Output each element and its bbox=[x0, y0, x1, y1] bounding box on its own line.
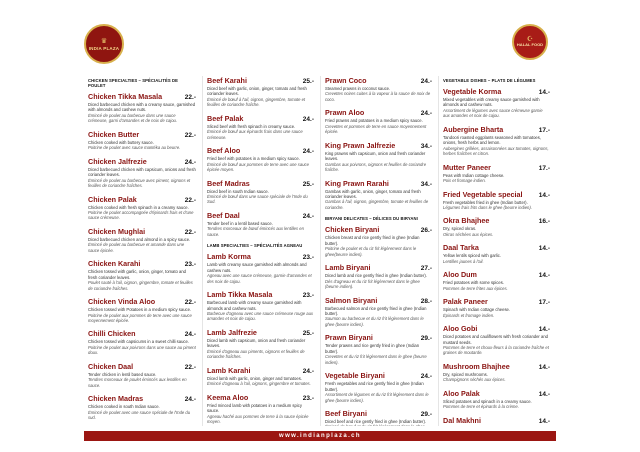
menu-item-header bbox=[207, 252, 314, 261]
menu-item-header bbox=[207, 290, 314, 299]
menu-item-header bbox=[207, 146, 314, 155]
section-heading: BIRYANI DELICATES – DÉLICES DU BIRYANI bbox=[325, 216, 418, 222]
menu-item-header bbox=[443, 324, 550, 333]
dish-price: 17.- bbox=[538, 164, 550, 172]
menu-item bbox=[207, 290, 314, 322]
dish-description-en: Chicken cooked with fresh spinach in a creamy sauce. bbox=[88, 204, 189, 210]
dish-name: Chicken Vinda Aloo bbox=[88, 297, 156, 307]
menu-item bbox=[443, 125, 550, 157]
dish-description-en: Diced beef with garlic, onion, ginger, tomato and fresh coriander leaves. bbox=[207, 86, 307, 97]
dish-description-en: Tender chicken in lentil based sauce. bbox=[88, 371, 157, 377]
menu-item bbox=[443, 216, 550, 237]
menu-header bbox=[0, 0, 640, 75]
menu-item bbox=[325, 76, 432, 102]
dish-description-en: Diced potatoes and cauliflowers with fresh coriander and mustard seeds. bbox=[443, 334, 548, 345]
dish-description-fr: Crevettes et du riz frit légèrement dans le ghee (beurre indien). bbox=[325, 354, 427, 365]
dish-price: 17.- bbox=[538, 299, 550, 307]
dish-description-en: Sliced potatoes and spinach in a creamy sauce. bbox=[443, 398, 532, 404]
dish-name: Chicken Madras bbox=[88, 394, 144, 404]
menu-item bbox=[443, 270, 550, 291]
menu-item-header bbox=[443, 362, 550, 371]
dish-description-fr: Saumon au barbecue et du riz frit légèrement dans le ghee (beurre indien). bbox=[325, 316, 424, 327]
seal-text: HALAL FOOD bbox=[516, 42, 544, 48]
menu-item bbox=[443, 324, 550, 356]
dish-description-fr: Crevettes et pommes de terre en sauce moyennement épicée. bbox=[325, 123, 427, 135]
dish-price: 29.- bbox=[420, 335, 432, 343]
menu-item-header bbox=[325, 333, 432, 342]
menu-column bbox=[202, 76, 320, 426]
dish-price: 14.- bbox=[538, 363, 550, 371]
dish-price: 26.- bbox=[420, 227, 432, 235]
dish-price: 29.- bbox=[420, 410, 432, 418]
dish-name: Chicken Palak bbox=[88, 194, 137, 204]
dish-name: Daal Tarka bbox=[443, 243, 479, 253]
dish-description-fr: Épinards et fromage indien. bbox=[443, 312, 495, 318]
menu-item-header bbox=[325, 409, 432, 418]
menu-item bbox=[207, 211, 314, 237]
dish-name: Aloo Palak bbox=[443, 388, 480, 398]
menu-item-header bbox=[207, 211, 314, 220]
dish-name: Aloo Gobi bbox=[443, 324, 478, 334]
section-heading: CHICKEN SPECIALTIES – SPÉCIALITÉS DE POULET bbox=[88, 78, 179, 88]
menu-item bbox=[207, 114, 314, 140]
dish-price: 22.- bbox=[184, 196, 196, 204]
dish-name: Mutter Paneer bbox=[443, 162, 491, 172]
dish-price: 24.- bbox=[302, 367, 314, 375]
dish-name: Mushroom Bhajhee bbox=[443, 361, 510, 371]
dish-description-en: Barbecued salmon and rice gently fried in ghee (Indian butter). bbox=[325, 305, 427, 316]
menu-item bbox=[88, 259, 196, 291]
menu-item bbox=[443, 190, 550, 211]
dish-description-fr: Pois et fromage indien. bbox=[443, 178, 486, 184]
dish-description-en: Mixed vegetables with creamy sauce garnished with almonds and cashew nuts. bbox=[443, 97, 540, 108]
dish-name: King Prawn Jalfrezie bbox=[325, 140, 396, 150]
dish-description-fr: Émincé de poulet au barbecue avec piment, oignons et feuilles de coriandre fraîches. bbox=[88, 177, 191, 189]
dish-description-fr: Agneau avec une sauce crémeuse, garnie d'amandes et des noix de cajou. bbox=[207, 273, 312, 284]
dish-price: 14.- bbox=[538, 326, 550, 334]
dish-description-en: Fried potatoes with some spices. bbox=[443, 280, 504, 286]
dish-description-en: Tender prawns and rice gently fried in ghee (Indian butter). bbox=[325, 343, 420, 354]
footer-bar bbox=[84, 431, 556, 441]
dish-description-fr: Émincé de bœuf à l'ail, oignon, gingembre, tomate et feuilles de coriandre fraîche. bbox=[207, 96, 306, 108]
dish-description-fr: Émincé de poulet avec une sauce spéciale de l'Inde du sud. bbox=[88, 409, 191, 421]
menu-item-header bbox=[325, 108, 432, 117]
menu-item-header bbox=[443, 216, 550, 225]
dish-price: 16.- bbox=[538, 218, 550, 226]
menu-item bbox=[207, 366, 314, 387]
dish-name: Beef Madras bbox=[207, 178, 250, 188]
dish-price: 14.- bbox=[538, 245, 550, 253]
menu-item-header bbox=[325, 371, 432, 380]
menu-item-header bbox=[325, 225, 432, 234]
menu-item bbox=[325, 179, 432, 211]
dish-description-en: Fried beef with potatoes in a medium spicy sauce. bbox=[207, 156, 300, 162]
dish-price: 25.- bbox=[302, 180, 314, 188]
menu-item bbox=[325, 108, 432, 134]
crown-icon: ♛ bbox=[100, 36, 108, 45]
dish-price: 23.- bbox=[302, 292, 314, 300]
dish-price: 24.- bbox=[302, 212, 314, 220]
menu-item bbox=[207, 393, 314, 425]
dish-name: Palak Paneer bbox=[443, 297, 488, 307]
dish-description-fr: Poitrine de poulet aux pommes de terre avec une sauce moyennement épicée. bbox=[88, 312, 192, 323]
dish-description-fr: Émincé d'agneau à l'ail, oignons, gingembre et tomates. bbox=[207, 381, 311, 387]
dish-name: Chilli Chicken bbox=[88, 329, 136, 339]
dish-price: 24.- bbox=[184, 396, 196, 404]
menu-item bbox=[207, 328, 314, 360]
menu-item-header bbox=[207, 366, 314, 375]
dish-description-fr: Okras séchées aux épices. bbox=[443, 231, 494, 237]
dish-description-en: Fried prawns and potatoes in a medium spicy sauce. bbox=[325, 118, 423, 124]
dish-name: Prawn Aloo bbox=[325, 108, 365, 118]
dish-description-fr: Assortiment de légumes avec sauce crémeuse garnie aux amandes et noix de cajou. bbox=[443, 107, 543, 119]
dish-description-en: Lamb with creamy sauce garnished with almonds and cashew nuts. bbox=[207, 262, 307, 273]
dish-name: Lamb Korma bbox=[207, 252, 251, 262]
dish-description-en: Chicken tossed with Potatoes in a medium spicy sauce. bbox=[88, 307, 192, 313]
dish-price: 25.- bbox=[302, 329, 314, 337]
menu-item-header bbox=[207, 328, 314, 337]
menu-item-header bbox=[207, 76, 314, 85]
dish-price: 28.- bbox=[420, 297, 432, 305]
dish-description-fr: Émincé de poulet au barbecue et amande dans une sauce épicée. bbox=[88, 242, 185, 253]
menu-item bbox=[207, 252, 314, 284]
dish-description-en: Tandoori roasted eggplants seasoned with tomatoes, onions, fresh herbs and lemon. bbox=[443, 134, 542, 146]
dish-name: Chicken Daal bbox=[88, 361, 134, 371]
dish-name: Prawn Coco bbox=[325, 76, 367, 85]
menu-columns bbox=[84, 76, 556, 426]
menu-item-header bbox=[88, 227, 196, 236]
menu-item bbox=[443, 243, 550, 264]
dish-name: Lamb Tikka Masala bbox=[207, 290, 273, 300]
dish-price: 14.- bbox=[538, 89, 550, 96]
dish-description-fr: Émincé de bœuf dans une sauce spéciale de l'Inde du Sud. bbox=[207, 193, 308, 205]
dish-description-fr: Champignons séchés aux épices. bbox=[443, 377, 506, 383]
menu-item bbox=[325, 296, 432, 328]
crescent-icon: ☪ bbox=[526, 35, 534, 44]
dish-description-fr: Assortiment de légumes et du riz frit légèrement dans le ghee (beurre indien). bbox=[325, 392, 429, 403]
dish-price: 14.- bbox=[538, 272, 550, 280]
dish-description-fr: Émincé de poulet au barbecue dans une sauce crémeuse, garni d'amandes et de noix de cajou. bbox=[88, 112, 178, 124]
menu-item-header bbox=[88, 394, 196, 403]
dish-name: Chicken Jalfrezie bbox=[88, 156, 147, 166]
menu-item bbox=[325, 371, 432, 403]
menu-column bbox=[438, 76, 556, 426]
dish-description-en: Yellow lentils spiced with garlic. bbox=[443, 253, 502, 259]
dish-description-en: Gambas with garlic, onion, ginger, tomato and fresh coriander leaves. bbox=[325, 188, 421, 199]
dish-name: Lamb Karahi bbox=[207, 365, 251, 375]
menu-item bbox=[325, 409, 432, 426]
menu-column bbox=[84, 76, 202, 426]
menu-item bbox=[443, 163, 550, 184]
menu-item-header bbox=[443, 243, 550, 252]
dish-description-en: Fried minced lamb with potatoes in a medium spicy sauce. bbox=[207, 402, 302, 414]
dish-description-fr: Légumes frais frits dans le ghee (beurre indien). bbox=[443, 204, 532, 210]
menu-column bbox=[320, 76, 438, 426]
dish-price: 24.- bbox=[184, 158, 196, 166]
menu-item-header bbox=[443, 416, 550, 425]
dish-description-en: Chicken cooked in south Indian sauce. bbox=[88, 404, 160, 410]
dish-description-en: Fresh vegetables fried in ghee (Indian butter). bbox=[443, 199, 528, 205]
dish-price: 22.- bbox=[184, 131, 196, 139]
dish-description-fr: Poitrine de poulet avec sauce mantéka au beurre. bbox=[88, 145, 181, 151]
menu-item bbox=[207, 76, 314, 108]
dish-price: 23.- bbox=[302, 254, 314, 262]
menu-item bbox=[443, 87, 550, 119]
dish-price: 22.- bbox=[184, 363, 196, 371]
dish-name: Chicken Tikka Masala bbox=[88, 92, 163, 101]
menu-item-header bbox=[88, 130, 196, 139]
dish-description-fr: Gambas à l'ail, oignon, gingembre, tomate et feuilles de coriandre. bbox=[325, 199, 429, 210]
dish-description-en: Steamed prawns in coconut sauce. bbox=[325, 86, 391, 91]
dish-description-fr: Tendres morceaux de bœuf émincés aux lentilles en sauce. bbox=[207, 226, 304, 237]
india-plaza-logo bbox=[84, 24, 124, 64]
dish-price: 22.- bbox=[184, 299, 196, 307]
dish-description-en: Chicken breast and rice gently fried in ghee (Indian butter). bbox=[325, 235, 420, 246]
menu-item-header bbox=[88, 329, 196, 338]
dish-price: 24.- bbox=[420, 78, 432, 85]
dish-description-fr: Émincé d'agneau aux piments, oignons et feuilles de coriandre fraîches. bbox=[207, 348, 305, 360]
dish-name: Beef Biryani bbox=[325, 408, 367, 418]
dish-name: Fried Vegetable special bbox=[443, 189, 523, 199]
menu-item-header bbox=[325, 296, 432, 305]
menu-item bbox=[88, 227, 196, 253]
dish-description-en: Sliced beef with fresh spinach in creamy sauce. bbox=[207, 123, 296, 129]
dish-name: Dal Makhni bbox=[443, 415, 481, 425]
menu-item-header bbox=[443, 163, 550, 172]
dish-price: 34.- bbox=[420, 142, 432, 150]
dish-name: Beef Palak bbox=[207, 113, 244, 123]
dish-description-fr: Gambas aux poivrons, oignons et feuilles de coriandre fraîche. bbox=[325, 161, 427, 173]
section-heading: VEGETABLE DISHES – PLATS DE LÉGUMES bbox=[443, 78, 536, 83]
dish-description-fr: Agneau haché aux pommes de terre à la sauce épicée moyen. bbox=[207, 413, 309, 424]
dish-description-fr: Émincé de bœuf aux pommes de terre avec une sauce épicée moyen. bbox=[207, 161, 309, 173]
dish-price: 24.- bbox=[420, 373, 432, 381]
dish-description-en: Diced beef and rice gently fried in ghee (Indian butter). bbox=[325, 418, 427, 424]
dish-description-en: Barbecued lamb with creamy sauce garnished with almonds and cashew nuts. bbox=[207, 300, 302, 311]
menu-item bbox=[325, 263, 432, 289]
menu-item bbox=[88, 362, 196, 388]
dish-price: 24.- bbox=[302, 148, 314, 156]
menu-item-header bbox=[88, 297, 196, 306]
menu-item bbox=[207, 146, 314, 172]
menu-item-header bbox=[325, 179, 432, 188]
dish-name: Prawn Biryani bbox=[325, 333, 373, 343]
dish-description-en: Diced lamb and rice gently fried in ghee (Indian butter). bbox=[325, 273, 427, 279]
dish-price: 34.- bbox=[420, 180, 432, 188]
menu-item bbox=[443, 362, 550, 383]
dish-price: 14.- bbox=[538, 191, 550, 199]
dish-price: 24.- bbox=[184, 331, 196, 339]
dish-description-fr: Aubergines grillées, assaisonnées aux tomates, oignons, herbes fraîches et citron. bbox=[443, 145, 549, 157]
dish-name: Chicken Biryani bbox=[325, 225, 380, 235]
dish-name: Vegetable Biryani bbox=[325, 371, 385, 381]
menu-item bbox=[325, 141, 432, 173]
dish-name: Chicken Karahi bbox=[88, 259, 141, 269]
dish-description-en: Diced barbecued chicken with a creamy sauce, garnished with almonds and cashew nuts. bbox=[88, 102, 196, 113]
dish-description-en: Diced lamb with garlic, onion, ginger and tomatoes. bbox=[207, 375, 302, 381]
dish-description-en: Fresh vegetables and rice gently fried in ghee (Indian butter). bbox=[325, 381, 424, 392]
menu-item bbox=[443, 416, 550, 426]
dish-description-en: Tender beef in a lentil based sauce. bbox=[207, 220, 273, 226]
dish-name: Chicken Mughlai bbox=[88, 226, 146, 236]
dish-price: 14.- bbox=[538, 417, 550, 425]
dish-description-fr: Poitrine de poulet et du riz frit légèrement dans le ghee(beurre indien). bbox=[325, 246, 417, 257]
dish-name: Lamb Biryani bbox=[325, 263, 371, 273]
dish-name: Okra Bhajhee bbox=[443, 216, 490, 226]
website-link[interactable]: www.indianplaza.ch bbox=[279, 433, 361, 439]
menu-item bbox=[88, 394, 196, 420]
dish-description-fr: Pommes de terre et épinards à la crème. bbox=[443, 404, 519, 410]
dish-description-fr: Crevettes noires cuites à la vapeur à la sauce de noix de coco. bbox=[325, 91, 431, 102]
menu-item-header bbox=[88, 92, 196, 101]
dish-description-fr: Lentilles jaunes à l'ail. bbox=[443, 258, 484, 264]
dish-name: King Prawn Rarahi bbox=[325, 178, 389, 188]
dish-price: 25.- bbox=[302, 78, 314, 85]
menu-item-header bbox=[443, 125, 550, 134]
dish-price: 22.- bbox=[184, 94, 196, 101]
dish-name: Chicken Butter bbox=[88, 129, 140, 139]
menu-item-header bbox=[207, 179, 314, 188]
dish-name: Aubergine Bharta bbox=[443, 124, 504, 134]
dish-name: Lamb Jalfrezie bbox=[207, 327, 257, 337]
halal-food-seal bbox=[512, 24, 548, 60]
menu-item-header bbox=[88, 157, 196, 166]
dish-description-en: Diced barbecued chicken and almond in a spicy sauce. bbox=[88, 236, 191, 242]
dish-description-en: Diced beef in south Indian sauce. bbox=[207, 188, 269, 194]
dish-description-fr bbox=[325, 424, 432, 426]
dish-description-fr: Barbecue d'agneau avec une sauce crémeuse rouge aux amandes et noix de cajou. bbox=[207, 310, 314, 322]
dish-description-fr: Poitrine de poulet aux poivrons dans une sauce au piment doux. bbox=[88, 344, 196, 356]
dish-name: Keema Aloo bbox=[207, 392, 249, 402]
menu-item-header bbox=[443, 270, 550, 279]
dish-description-en: Diced barbecued chicken with capsicum, onions and fresh coriander leaves. bbox=[88, 166, 196, 178]
dish-description-fr: Poitrine de poulet accompagnée d'épinards frais et d'une sauce crémeuse. bbox=[88, 209, 194, 221]
dish-name: Beef Karahi bbox=[207, 76, 247, 85]
dish-name: Vegetable Korma bbox=[443, 87, 502, 96]
dish-description-fr: Pommes de terre frites aux épices. bbox=[443, 285, 508, 291]
menu-item bbox=[88, 195, 196, 221]
dish-description-en: Dry, spiced okras. bbox=[443, 226, 477, 232]
dish-price: 17.- bbox=[538, 126, 550, 134]
dish-description-fr: Pommes de terre et choux-fleurs à la coriandre fraîche et graines de moutarde. bbox=[443, 344, 549, 356]
menu-item-header bbox=[325, 141, 432, 150]
menu-item-header bbox=[207, 393, 314, 402]
menu-item-header bbox=[88, 362, 196, 371]
dish-price: 14.- bbox=[538, 390, 550, 398]
menu-item-header bbox=[443, 297, 550, 306]
section-heading: LAMB SPECIALTIES – SPÉCIALITÉS AGNEAU bbox=[207, 243, 303, 249]
dish-price: 23.- bbox=[302, 394, 314, 402]
dish-price: 23.- bbox=[184, 261, 196, 269]
dish-description-en: Spinach with Indian cottage cheese. bbox=[443, 307, 511, 313]
dish-description-en: Chicken tossed with garlic, onion, ginger, tomato and fresh coriander leaves. bbox=[88, 269, 186, 280]
menu-item bbox=[88, 130, 196, 151]
dish-name: Beef Daal bbox=[207, 210, 240, 220]
menu-item-header bbox=[325, 263, 432, 272]
dish-description-en: Chicken tossed with capsicums in a sweet chilli sauce. bbox=[88, 339, 190, 345]
menu-item-header bbox=[443, 190, 550, 199]
dish-description-en: Diced lamb with capsicum, onion and fresh coriander leaves. bbox=[207, 337, 306, 349]
dish-description-en: Dry, spiced mushrooms. bbox=[443, 371, 488, 377]
dish-name: Salmon Biryani bbox=[325, 295, 378, 305]
menu-item-header bbox=[88, 195, 196, 204]
dish-price: 27.- bbox=[420, 265, 432, 273]
menu-item bbox=[88, 92, 196, 124]
menu-item bbox=[325, 333, 432, 365]
dish-price: 22.- bbox=[184, 228, 196, 236]
menu-item bbox=[443, 389, 550, 410]
menu-item bbox=[88, 157, 196, 189]
menu-item bbox=[443, 297, 550, 318]
logo-name: INDIA PLAZA bbox=[88, 45, 120, 51]
dish-description-fr: Tendres morceaux de poulet émincés aux lentilles en sauce. bbox=[88, 377, 187, 388]
dish-price: 24.- bbox=[420, 110, 432, 118]
dish-description-en: Peas with Indian cottage cheese. bbox=[443, 172, 505, 178]
menu-item-header bbox=[325, 76, 432, 85]
dish-description-en: Chicken cooked with buttery sauce. bbox=[88, 139, 154, 145]
menu-item-header bbox=[207, 114, 314, 123]
menu-item bbox=[207, 179, 314, 205]
dish-name: Aloo Dum bbox=[443, 270, 477, 280]
menu-item-header bbox=[443, 389, 550, 398]
dish-name: Beef Aloo bbox=[207, 146, 241, 156]
dish-description-en: King prawns with capsicum, onion and fresh coriander leaves. bbox=[325, 150, 426, 162]
dish-price: 24.- bbox=[302, 115, 314, 123]
menu-item-header bbox=[443, 87, 550, 96]
dish-description-fr: Dés d'agneau et du riz frit légèrement dans le ghee (beurre indien). bbox=[325, 278, 420, 290]
menu-item bbox=[88, 329, 196, 355]
menu-item bbox=[325, 225, 432, 257]
menu-item bbox=[88, 297, 196, 323]
dish-description-fr: Poulet sauté à l'ail, oignon, gingembre, tomate et feuilles de coriandre fraîches. bbox=[88, 280, 193, 291]
dish-description-fr: Émincé de bœuf aux épinards frais dans une sauce crémeuse. bbox=[207, 129, 303, 140]
menu-item-header bbox=[88, 259, 196, 268]
